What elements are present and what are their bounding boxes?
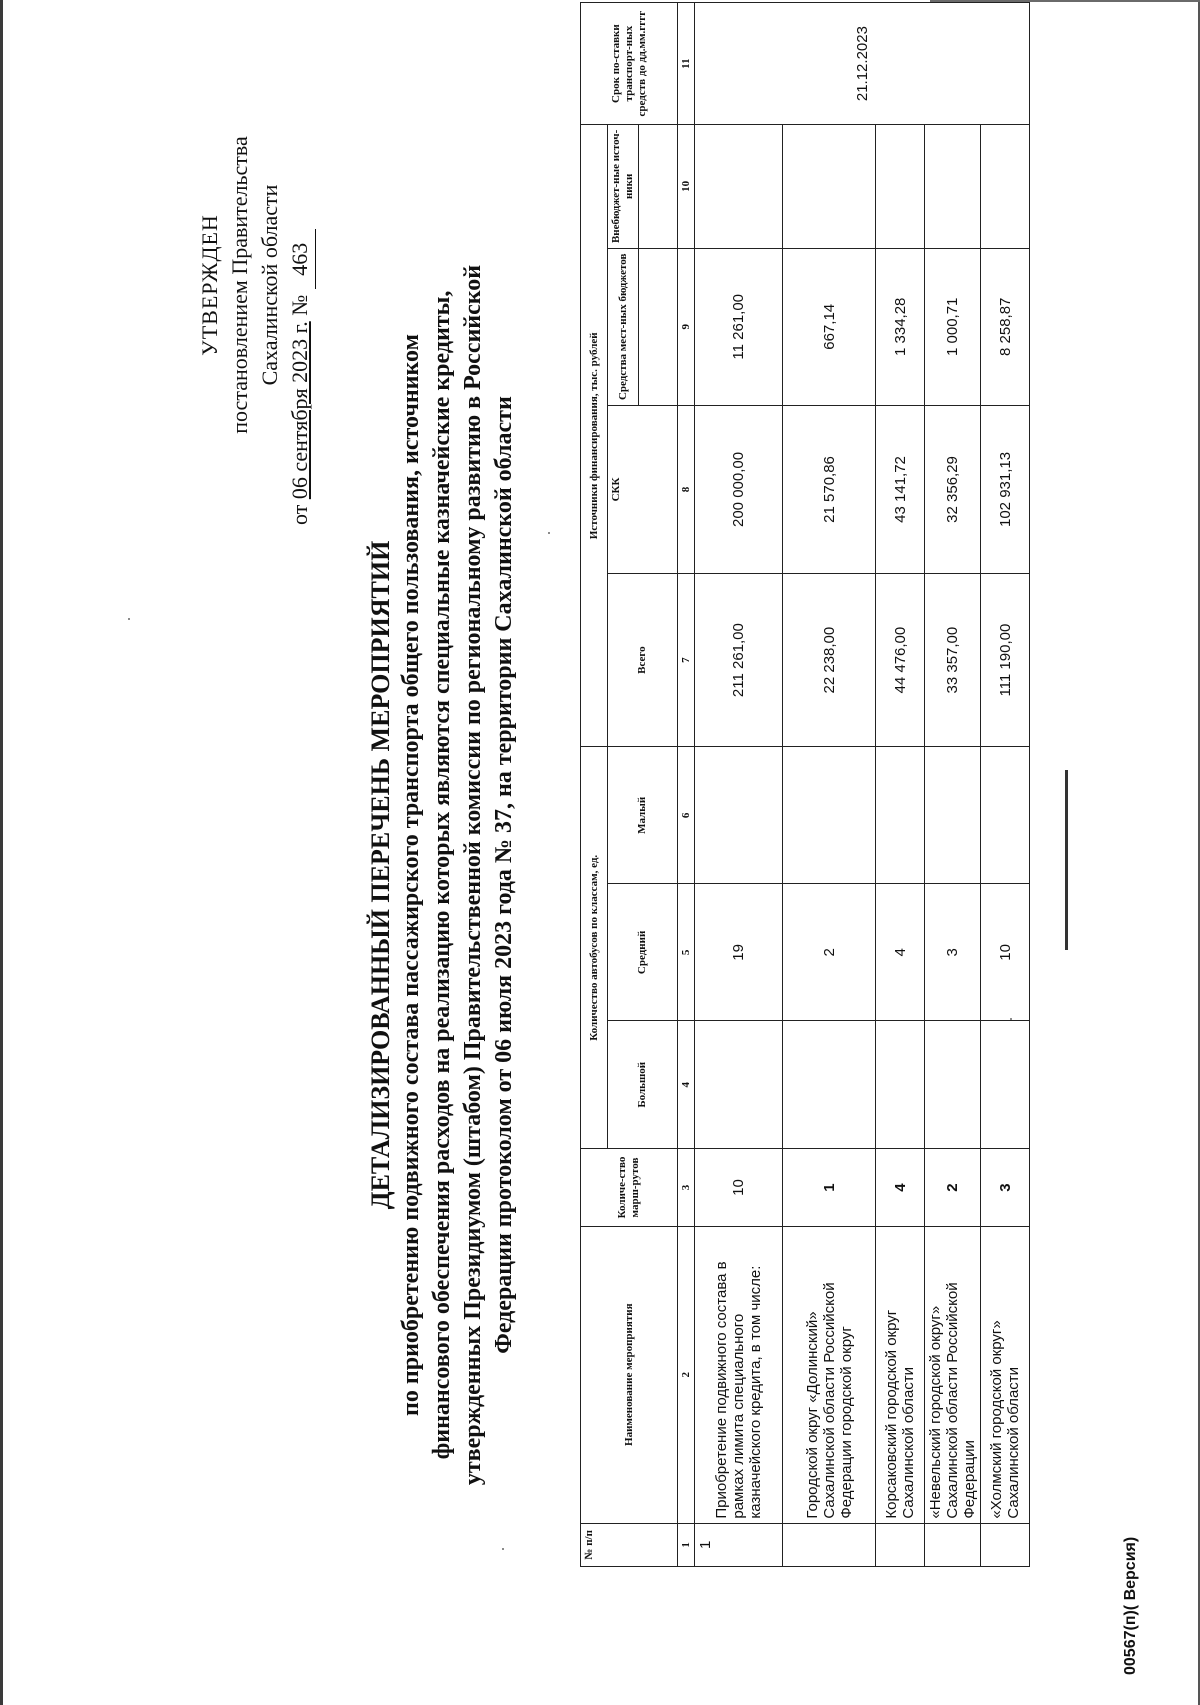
table-row: [876, 3, 925, 1567]
column-index-row: [678, 3, 695, 1567]
row-skk: 200 000,00: [695, 406, 783, 574]
row-total: 44 476,00: [876, 573, 925, 747]
from-label: от: [287, 504, 312, 525]
row-offbudget: [876, 125, 925, 248]
heading-line4: утвержденных Президиумом (штабом) Правительственной комиссии по региональному развитию в Российской: [460, 264, 486, 1486]
deadline-cell: 21.12.2023: [695, 3, 1030, 125]
document-heading: [365, 155, 520, 1595]
row-offbudget: [783, 125, 876, 248]
table-row: [695, 3, 783, 1567]
row-offbudget: [695, 125, 783, 248]
row-small: [783, 747, 876, 884]
column-index: 5: [678, 884, 695, 1021]
heading-title: ДЕТАЛИЗИРОВАННЫЙ ПЕРЕЧЕНЬ МЕРОПРИЯТИЙ: [366, 540, 395, 1210]
row-name: Приобретение подвижного состава в рамках лимита специального казначейского кредита, в том числе:: [695, 1226, 783, 1523]
column-index: 6: [678, 747, 695, 884]
row-routes: 1: [783, 1149, 876, 1227]
header-deadline: Срок по-ставки транспорт-ных средств до дд.мм.гггг: [581, 3, 678, 125]
header-num: № п/п: [581, 1523, 678, 1566]
row-name: «Невельский городской округ» Сахалинской области Российской Федерации: [925, 1226, 981, 1523]
row-big: [876, 1021, 925, 1149]
header-skk: СКК: [608, 406, 678, 574]
row-num: [876, 1523, 925, 1566]
row-local: 1 334,28: [876, 248, 925, 406]
row-num: [783, 1523, 876, 1566]
header-offbudget-spacer: [639, 125, 678, 248]
measures-table: [580, 2, 1030, 1567]
header-routes: Количе-ство марш-рутов: [581, 1149, 678, 1227]
row-num: [925, 1523, 981, 1566]
row-total: 33 357,00: [925, 573, 981, 747]
table-row: [981, 3, 1030, 1567]
document-footer-code: 00567(п)( Версия): [1122, 1536, 1139, 1675]
row-small: [925, 747, 981, 884]
row-big: [925, 1021, 981, 1149]
table-row: [925, 3, 981, 1567]
row-routes: 2: [925, 1149, 981, 1227]
column-index: 9: [678, 248, 695, 406]
row-small: [695, 747, 783, 884]
row-name: «Холмский городской округ» Сахалинской области: [981, 1226, 1030, 1523]
column-index: 11: [678, 3, 695, 125]
row-local: 667,14: [783, 248, 876, 406]
heading-line3: финансового обеспечения расходов на реализацию которых являются специальные казначейские кредиты,: [429, 290, 455, 1460]
row-medium: 10: [981, 884, 1030, 1021]
row-total: 111 190,00: [981, 573, 1030, 747]
column-index: 4: [678, 1021, 695, 1149]
approval-number: 463: [285, 229, 316, 289]
header-row-1: [581, 3, 608, 1567]
row-small: [876, 747, 925, 884]
column-index: 1: [678, 1523, 695, 1566]
row-num: [981, 1523, 1030, 1566]
header-funding-group: Источники финансирования, тыс. рублей: [581, 125, 608, 747]
approval-date-line: [285, 45, 316, 525]
row-medium: 19: [695, 884, 783, 1021]
heading-line2: по приобретению подвижного состава пассажирского транспорта общего пользования, источником: [398, 334, 424, 1416]
header-total: Всего: [608, 573, 678, 747]
column-index: 8: [678, 406, 695, 574]
row-medium: 4: [876, 884, 925, 1021]
header-medium: Средний: [608, 884, 678, 1021]
row-num: 1: [695, 1523, 783, 1566]
row-medium: 2: [783, 884, 876, 1021]
header-local-spacer: [639, 248, 678, 406]
number-label: №: [287, 294, 312, 316]
approval-stamp: [195, 45, 316, 525]
row-name: Корсаковский городской округ Сахалинской области: [876, 1226, 925, 1523]
row-name: Городской округ «Долинский» Сахалинской области Российской Федерации городской округ: [783, 1226, 876, 1523]
header-offbudget: Внебюджет-ные источ-ники: [608, 125, 639, 248]
heading-line5: Федерации протоколом от 06 июля 2023 года № 37, на территории Сахалинской области: [491, 396, 517, 1354]
approval-date: 06 сентября 2023 г.: [287, 321, 312, 500]
row-local: 8 258,87: [981, 248, 1030, 406]
row-local: 11 261,00: [695, 248, 783, 406]
row-skk: 21 570,86: [783, 406, 876, 574]
row-routes: 3: [981, 1149, 1030, 1227]
header-name: Наименование мероприятия: [581, 1226, 678, 1523]
row-total: 22 238,00: [783, 573, 876, 747]
approval-line1: постановлением Правительства: [227, 136, 252, 434]
row-total: 211 261,00: [695, 573, 783, 747]
column-index: 3: [678, 1149, 695, 1227]
column-index: 2: [678, 1226, 695, 1523]
row-routes: 4: [876, 1149, 925, 1227]
row-routes: 10: [695, 1149, 783, 1227]
row-local: 1 000,71: [925, 248, 981, 406]
row-offbudget: [925, 125, 981, 248]
row-skk: 102 931,13: [981, 406, 1030, 574]
row-skk: 32 356,29: [925, 406, 981, 574]
row-skk: 43 141,72: [876, 406, 925, 574]
row-big: [783, 1021, 876, 1149]
column-index: 10: [678, 125, 695, 248]
table-row: [783, 3, 876, 1567]
column-index: 7: [678, 573, 695, 747]
header-big: Большой: [608, 1021, 678, 1149]
row-offbudget: [981, 125, 1030, 248]
header-buses-group: Количество автобусов по классам, ед.: [581, 747, 608, 1149]
row-small: [981, 747, 1030, 884]
approval-title: УТВЕРЖДЕН: [197, 214, 222, 356]
row-medium: 3: [925, 884, 981, 1021]
header-local: Средства мест-ных бюджетов: [608, 248, 639, 406]
approval-line2: Сахалинской области: [257, 184, 282, 386]
row-big: [981, 1021, 1030, 1149]
header-small: Малый: [608, 747, 678, 884]
row-big: [695, 1021, 783, 1149]
